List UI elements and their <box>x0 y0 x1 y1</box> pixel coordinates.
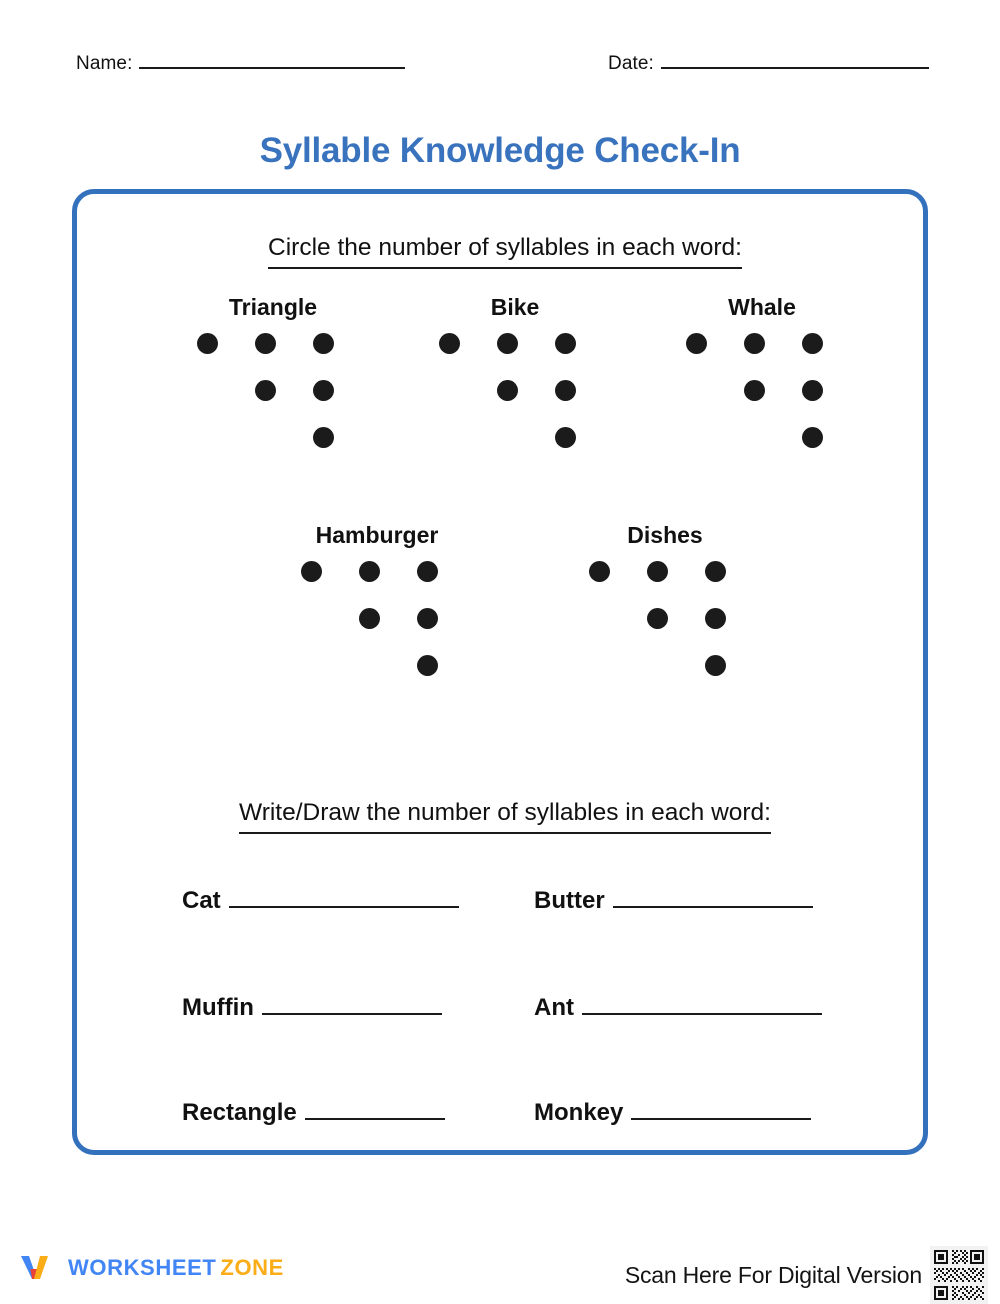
circle-instruction <box>77 234 933 269</box>
write-word-label: Ant <box>534 994 574 1021</box>
syllable-dot-3-3[interactable] <box>802 427 823 448</box>
syllable-group-dishes <box>575 522 755 691</box>
syllable-word-label: Dishes <box>627 522 703 548</box>
write-instruction-text: Write/Draw the number of syllables in each word: <box>239 799 771 834</box>
syllable-dot-1-1[interactable] <box>686 333 707 354</box>
write-item-rectangle[interactable] <box>182 1099 445 1127</box>
logo-secondary-text: ZONE <box>220 1255 284 1280</box>
syllable-dot-2-2[interactable] <box>255 380 276 401</box>
syllable-group-whale <box>672 294 852 463</box>
syllable-dot-2-1[interactable] <box>497 333 518 354</box>
syllable-dot-grid[interactable] <box>575 561 755 691</box>
syllable-group-triangle <box>183 294 363 463</box>
syllable-dot-2-2[interactable] <box>359 608 380 629</box>
syllable-dot-3-3[interactable] <box>705 655 726 676</box>
name-input-rule[interactable] <box>139 52 405 69</box>
syllable-group-bike <box>425 294 605 463</box>
write-item-ant[interactable] <box>534 994 822 1022</box>
syllable-dot-3-1[interactable] <box>705 561 726 582</box>
write-answer-rule[interactable] <box>262 999 442 1015</box>
write-word-label: Monkey <box>534 1099 624 1126</box>
write-answer-rule[interactable] <box>305 1104 445 1120</box>
worksheet-header <box>0 52 1000 86</box>
syllable-dot-2-1[interactable] <box>359 561 380 582</box>
write-answer-rule[interactable] <box>229 892 459 908</box>
date-label: Date: <box>608 53 654 74</box>
write-instruction <box>77 799 933 834</box>
syllable-dot-1-1[interactable] <box>301 561 322 582</box>
write-answer-rule[interactable] <box>631 1104 811 1120</box>
scan-section[interactable] <box>625 1246 988 1304</box>
syllable-dot-2-1[interactable] <box>744 333 765 354</box>
worksheet-zone-logo[interactable] <box>18 1252 284 1284</box>
name-label: Name: <box>76 53 133 74</box>
syllable-dot-3-3[interactable] <box>313 427 334 448</box>
page-title: Syllable Knowledge Check-In <box>259 131 741 170</box>
syllable-dot-1-1[interactable] <box>439 333 460 354</box>
syllable-dot-3-1[interactable] <box>802 333 823 354</box>
syllable-word-label: Hamburger <box>315 522 439 548</box>
syllable-word-label: Triangle <box>228 294 318 320</box>
syllable-dot-3-3[interactable] <box>555 427 576 448</box>
syllable-group-hamburger <box>287 522 467 691</box>
syllable-dot-2-2[interactable] <box>497 380 518 401</box>
syllable-dot-3-1[interactable] <box>555 333 576 354</box>
write-word-label: Butter <box>534 887 605 914</box>
syllable-dot-3-3[interactable] <box>417 655 438 676</box>
write-answer-rule[interactable] <box>582 999 822 1015</box>
write-item-butter[interactable] <box>534 887 813 915</box>
syllable-word-label: Whale <box>728 294 796 320</box>
syllable-dot-3-2[interactable] <box>313 380 334 401</box>
syllable-dot-2-1[interactable] <box>647 561 668 582</box>
worksheet-card <box>72 189 928 1155</box>
syllable-dot-1-1[interactable] <box>589 561 610 582</box>
syllable-dot-grid[interactable] <box>672 333 852 463</box>
syllable-word-label: Bike <box>490 294 540 320</box>
date-field[interactable] <box>608 52 929 75</box>
write-item-monkey[interactable] <box>534 1099 811 1127</box>
scan-label: Scan Here For Digital Version <box>624 1261 922 1288</box>
logo-primary-text: WORKSHEET <box>68 1255 217 1280</box>
date-input-rule[interactable] <box>661 52 929 69</box>
syllable-dot-3-1[interactable] <box>417 561 438 582</box>
write-item-cat[interactable] <box>182 887 459 915</box>
write-answer-rule[interactable] <box>613 892 813 908</box>
syllable-dot-3-2[interactable] <box>705 608 726 629</box>
write-word-label: Muffin <box>182 994 254 1021</box>
syllable-dot-3-2[interactable] <box>417 608 438 629</box>
circle-instruction-text: Circle the number of syllables in each word: <box>268 234 742 269</box>
page-footer <box>0 1238 1000 1294</box>
name-field[interactable] <box>76 52 405 75</box>
logo-w-icon <box>18 1252 58 1284</box>
syllable-dot-2-1[interactable] <box>255 333 276 354</box>
syllable-dot-2-2[interactable] <box>647 608 668 629</box>
syllable-dot-grid[interactable] <box>287 561 467 691</box>
syllable-dot-2-2[interactable] <box>744 380 765 401</box>
logo-text <box>68 1255 284 1281</box>
syllable-dot-3-2[interactable] <box>802 380 823 401</box>
syllable-dot-3-1[interactable] <box>313 333 334 354</box>
write-word-label: Cat <box>182 887 221 914</box>
syllable-dot-3-2[interactable] <box>555 380 576 401</box>
syllable-dot-1-1[interactable] <box>197 333 218 354</box>
syllable-dot-grid[interactable] <box>183 333 363 463</box>
syllable-dot-grid[interactable] <box>425 333 605 463</box>
qr-code-icon[interactable] <box>930 1246 988 1304</box>
write-item-muffin[interactable] <box>182 994 442 1022</box>
write-word-label: Rectangle <box>182 1099 297 1126</box>
